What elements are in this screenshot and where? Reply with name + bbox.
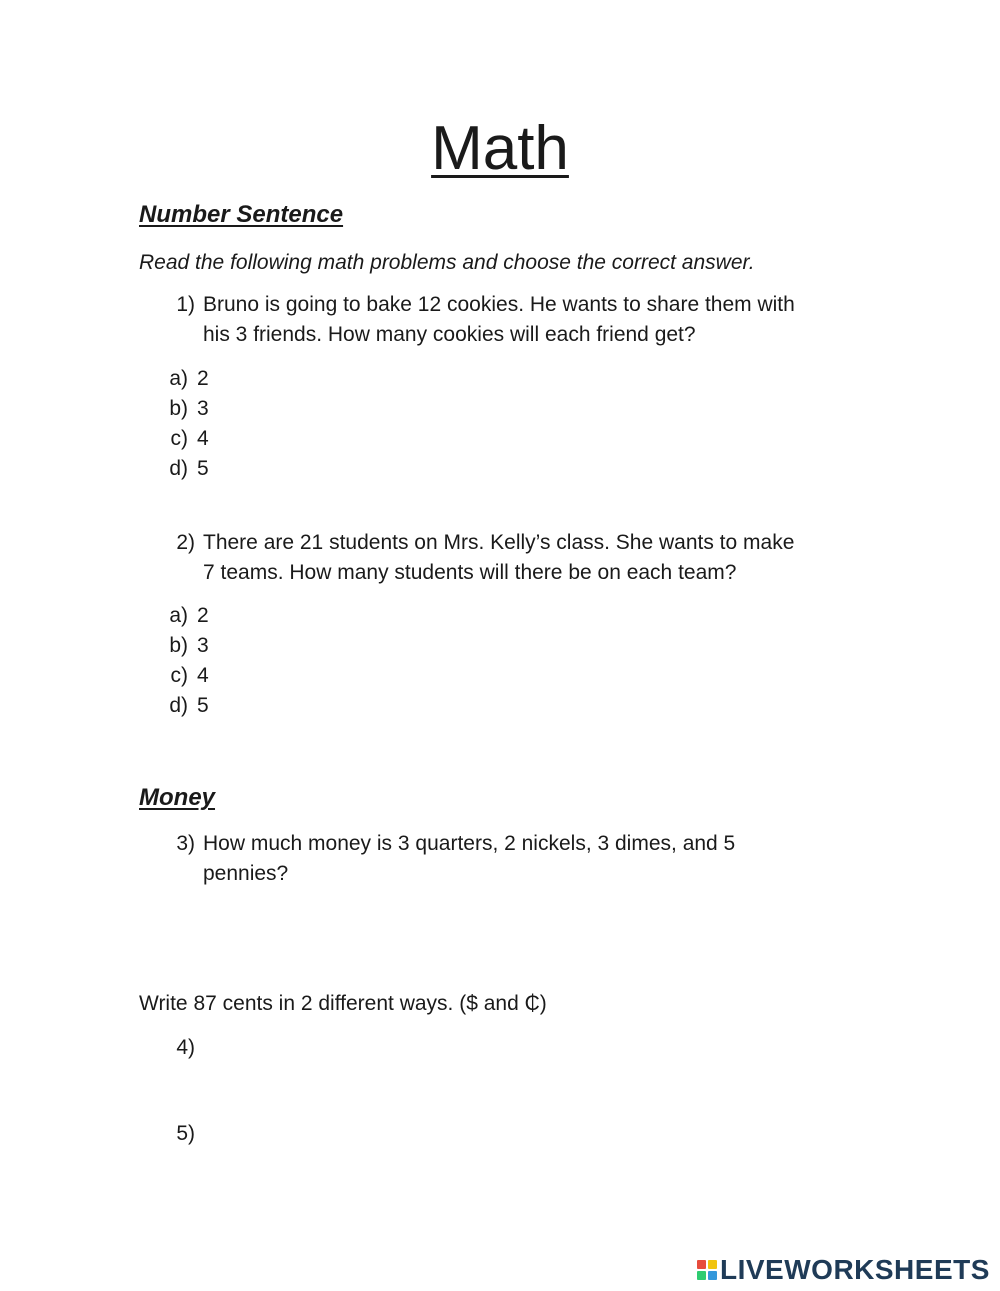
option-value[interactable]: 2 <box>197 367 209 390</box>
question-text: 7 teams. How many students will there be on each team? <box>203 561 737 584</box>
option-value[interactable]: 5 <box>197 457 209 480</box>
answer-number: 5) <box>176 1122 195 1145</box>
page-title: Math <box>431 114 569 183</box>
option-letter: a) <box>169 367 188 390</box>
option-letter: d) <box>169 457 188 480</box>
option-value[interactable]: 2 <box>197 604 209 627</box>
answer-number: 4) <box>176 1036 195 1059</box>
instruction-text: Read the following math problems and choose the correct answer. <box>139 251 755 274</box>
option-value[interactable]: 3 <box>197 397 209 420</box>
logo-blocks-icon <box>697 1260 717 1280</box>
write-prompt: Write 87 cents in 2 different ways. ($ and ₵) <box>139 992 547 1015</box>
option-letter: b) <box>169 634 188 657</box>
question-text: There are 21 students on Mrs. Kelly’s class. She wants to make <box>203 531 795 554</box>
option-value[interactable]: 4 <box>197 427 209 450</box>
question-text: his 3 friends. How many cookies will each friend get? <box>203 323 696 346</box>
option-letter: c) <box>170 427 188 450</box>
question-number: 2) <box>176 531 195 554</box>
option-letter: d) <box>169 694 188 717</box>
option-letter: a) <box>169 604 188 627</box>
question-number: 1) <box>176 293 195 316</box>
question-text: pennies? <box>203 862 289 885</box>
section-heading-number-sentence: Number Sentence <box>139 201 344 228</box>
question-text: Bruno is going to bake 12 cookies. He wants to share them with <box>203 293 795 316</box>
option-letter: c) <box>170 664 188 687</box>
option-value[interactable]: 4 <box>197 664 209 687</box>
option-letter: b) <box>169 397 188 420</box>
liveworksheets-logo <box>697 1255 990 1285</box>
logo-text: LIVEWORKSHEETS <box>720 1254 990 1285</box>
section-heading-money: Money <box>139 784 216 811</box>
option-value[interactable]: 5 <box>197 694 209 717</box>
question-number: 3) <box>176 832 195 855</box>
question-text: How much money is 3 quarters, 2 nickels, 3 dimes, and 5 <box>203 832 736 855</box>
option-value[interactable]: 3 <box>197 634 209 657</box>
